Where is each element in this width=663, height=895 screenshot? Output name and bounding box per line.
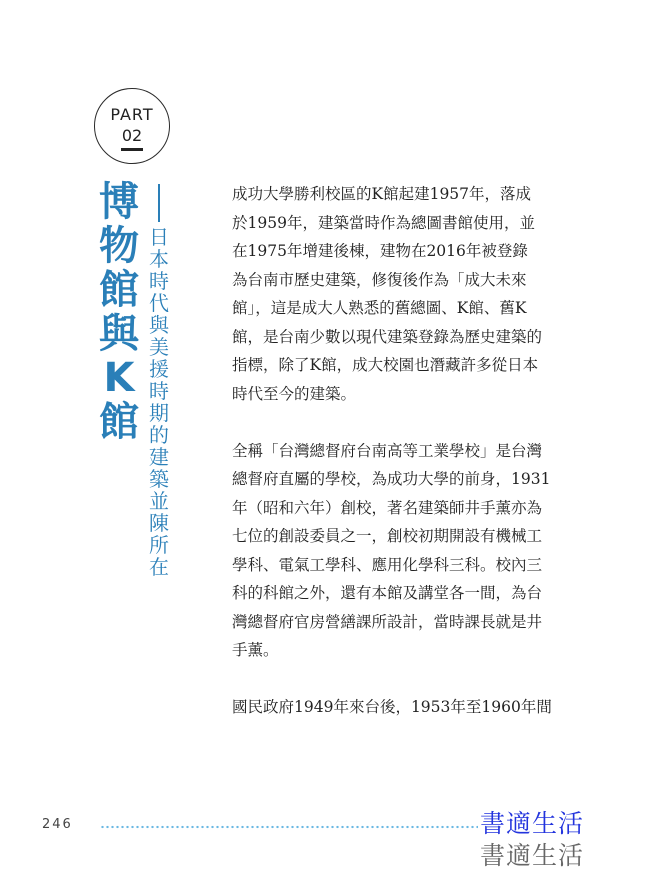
subtitle-char: 築 (149, 467, 169, 491)
text-line: 時代至今的建築。 (232, 384, 357, 403)
text-line: 指標，除了K館，成大校園也潛藏許多從日本 (232, 356, 539, 374)
footer-dotted-line (100, 825, 478, 829)
text-line: 館」，這是成大人熟悉的舊總圖、K館、舊K (232, 299, 527, 317)
text-line: 為台南市歷史建築，修復後作為「成大未來 (232, 270, 527, 289)
text-line: 七位的創設委員之一，創校初期開設有機械工 (232, 527, 543, 545)
text-line: 灣總督府官房營繕課所設計，當時課長就是井 (232, 612, 543, 631)
subtitle-char: 並 (149, 489, 169, 513)
part-label: PART (110, 105, 154, 124)
subtitle-char: 期 (149, 401, 169, 425)
subtitle-char: 本 (149, 247, 169, 271)
subtitle-char: 與 (149, 313, 169, 337)
text-line: 總督府直屬的學校，為成功大學的前身，1931 (232, 470, 551, 488)
paragraph-3 (232, 693, 572, 722)
watermark-gray: 書適生活 (480, 841, 585, 870)
paragraph-2 (232, 437, 572, 665)
text-line: 成功大學勝利校區的K館起建1957年，落成 (232, 185, 532, 203)
text-line: 年（昭和六年）創校，著名建築師井手薰亦為 (232, 498, 543, 517)
body-text (232, 180, 572, 750)
subtitle-char: 援 (149, 357, 169, 381)
text-line: 手薰。 (232, 641, 279, 659)
page-number: 246 (42, 817, 73, 832)
subtitle-char: 建 (149, 445, 169, 469)
text-line: 館，是台南少數以現代建築登錄為歷史建築的 (232, 327, 543, 346)
subtitle-char: 時 (149, 269, 169, 293)
title-char: 物 (99, 223, 139, 269)
subtitle-char: 美 (149, 335, 169, 359)
watermark-blue: 書適生活 (480, 809, 585, 838)
paragraph-1 (232, 180, 572, 408)
subtitle-char: 的 (149, 423, 169, 447)
part-badge (94, 88, 170, 164)
subtitle-char: 在 (149, 555, 169, 579)
subtitle-char: 日 (149, 225, 169, 249)
title-char: K (103, 355, 135, 401)
text-line: 學科、電氣工學科、應用化學科三科。校內三 (232, 555, 543, 574)
subtitle-char: 陳 (149, 511, 169, 535)
part-number: 02 (121, 126, 143, 145)
subtitle-char: 所 (149, 533, 169, 557)
text-line: 全稱「台灣總督府台南高等工業學校」是台灣 (232, 441, 543, 460)
part-underline (121, 148, 143, 151)
text-line: 於1959年，建築當時作為總圖書館使用，並 (232, 213, 535, 232)
title-char: 館 (99, 399, 139, 445)
text-line: 科的科館之外，還有本館及講堂各一間，為台 (232, 584, 543, 602)
subtitle-char: 代 (149, 291, 169, 315)
title-char: 館 (99, 267, 139, 313)
subtitle-char: 時 (149, 379, 169, 403)
chapter-title (94, 180, 144, 444)
chapter-subtitle (146, 184, 172, 578)
text-line: 在1975年增建後棟，建物在2016年被登錄 (232, 242, 528, 260)
title-char: 與 (99, 311, 139, 357)
title-char: 博 (99, 179, 139, 225)
subtitle-dash (158, 184, 160, 222)
text-line: 國民政府1949年來台後，1953年至1960年間 (232, 698, 552, 716)
